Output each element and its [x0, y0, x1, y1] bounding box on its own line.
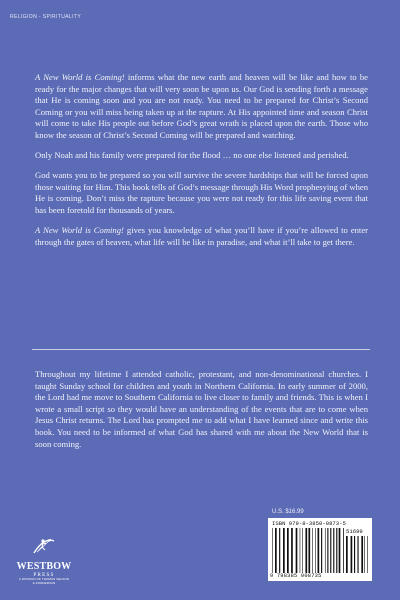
- blurb-text: gives you knowledge of what you’ll have if you’re allowed to enter through the gates of heaven, what life will be like in paradise, and what it’ll take to get there.: [35, 225, 368, 247]
- archer-icon: [31, 535, 57, 555]
- author-bio: [35, 369, 368, 450]
- publisher-subline: & ZONDERVAN: [32, 580, 56, 585]
- blurb-text: informs what the new earth and heaven will be like and how to be ready for the major changes that will very soon be upon us. Our God is sending forth a message that He is coming soon and you are not ready. You need to be prepared for Christ’s Second Coming or you will miss being taken up at the rapture. At His appointed time and season Christ will come to take His people out before God’s great wrath is placed upon the earth. Those who know the season of Christ’s Second Coming will be prepared and watching.: [35, 72, 368, 140]
- barcode-digits: 9 798385 008735: [270, 573, 322, 579]
- blurb-paragraph: [35, 72, 368, 142]
- book-title-inline: A New World is Coming!: [35, 225, 124, 236]
- blurb-paragraph: [35, 225, 368, 248]
- publisher-subline: A DIVISION OF THOMAS NELSON: [18, 577, 70, 581]
- price-label: U.S. $16.99: [272, 509, 304, 515]
- author-bio-text: Throughout my lifetime I attended catholic, protestant, and non-denominational churches. I taught Sunday school for children and youth in Northern California. In early summer of 2000, the Lord had me move to Southern California to live closer to family and friends. This is when I wrote a small script so they would have an understanding of the events that are to come when Jesus Christ returns. The Lord has prompted me to add what I have learned since and write this book. You need to be informed of what God has shared with me about the New World that is soon coming.: [35, 369, 368, 449]
- divider-line: [32, 349, 370, 350]
- publisher-press: PRESS: [33, 572, 55, 578]
- publisher-name: WESTBOW: [16, 561, 72, 572]
- publisher-logo: [12, 535, 76, 585]
- blurb-paragraph: God wants you to be prepared so you will survive the severe hardships that will be forced upon those waiting for Him. This book tells of God’s message through His Word prophesying of when He is coming. Don’t miss the rapture because you were not ready for this life saving event that has been foretold for thousands of years.: [35, 170, 368, 215]
- category-label: RELIGION - SPIRITUALITY: [10, 14, 82, 20]
- back-cover-blurb: [35, 72, 368, 257]
- isbn-barcode: [268, 518, 372, 581]
- addon-barcode-bars: [346, 536, 368, 573]
- blurb-paragraph: Only Noah and his family were prepared for the flood … no one else listened and perished.: [35, 150, 349, 161]
- barcode-addon-number: 51699: [346, 528, 363, 535]
- isbn-number: ISBN 979-8-3850-0873-5: [272, 520, 346, 527]
- book-title-inline: A New World is Coming!: [35, 72, 125, 82]
- barcode-bars: [272, 528, 344, 573]
